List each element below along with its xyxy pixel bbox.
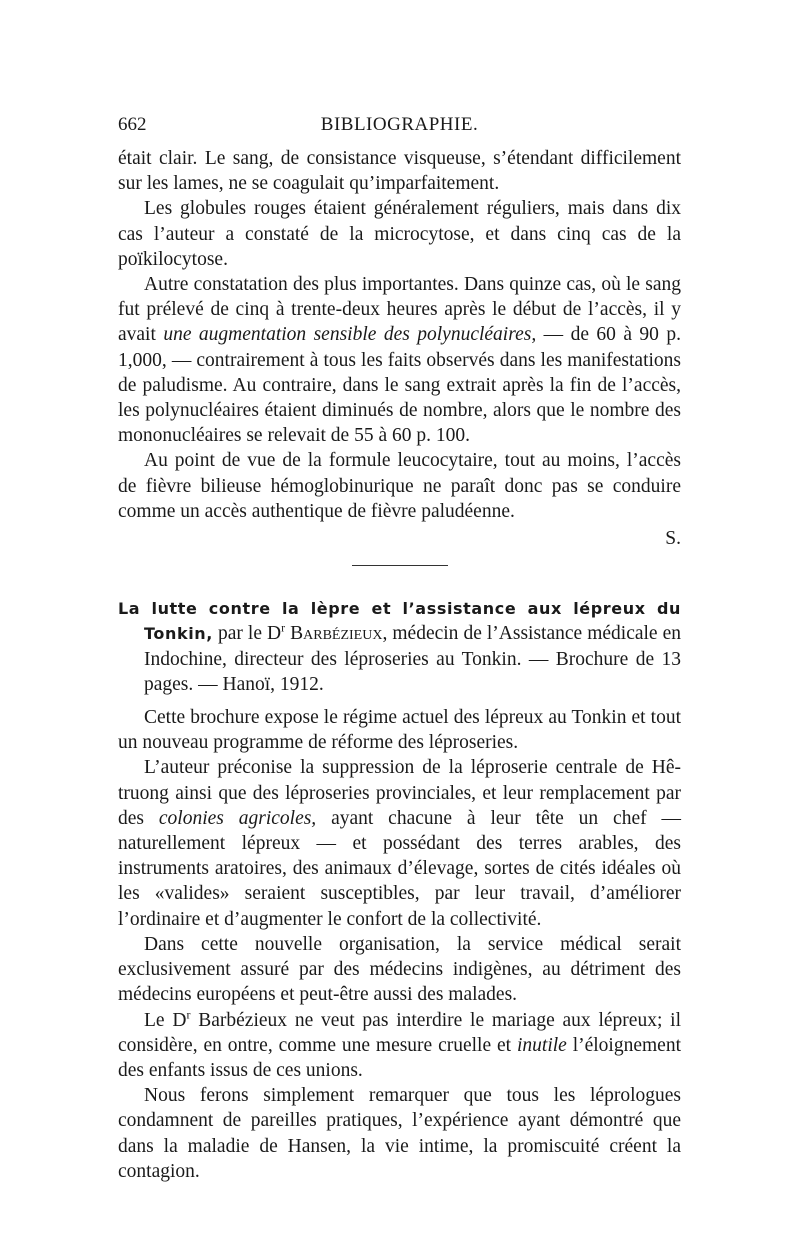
emphasis-text: inutile: [516, 1034, 567, 1056]
text-segment: Le D: [144, 1009, 187, 1031]
paragraph-organisation: Dans cette nouvelle organisation, la service médical serait exclusivement assuré par des médecins indigènes, au détriment des médecins européens et peut-être aussi des malades.: [118, 933, 681, 1006]
paragraph-polynuclear: [118, 272, 681, 448]
entry-author: Barbézieux: [290, 623, 383, 645]
review-article-leprosy: [118, 596, 681, 1184]
paragraph-conclusion: Au point de vue de la formule leucocytaire, tout au moins, l’accès de fièvre bilieuse hémoglobinurique ne paraît donc pas se conduire comme un accès authentique de fièvre paludéenne.: [118, 450, 681, 522]
emphasis-text: une augmentation sensible des polynucléaires,: [163, 324, 537, 346]
text-segment: ayant chacune à leur tête un chef — naturellement lépreux — et possédant des terres arables, des instruments aratoires, des animaux d’élevage, sortes de cités idéales où les «valides» seraient susceptibles, par leur travail, d’améliorer l’ordinaire et d’augmenter le confort de la collectivité.: [118, 807, 681, 930]
running-head: BIBLIOGRAPHIE.: [320, 114, 479, 135]
superscript: r: [281, 620, 286, 635]
superscript: r: [186, 1007, 191, 1021]
emphasis-text: colonies agricoles,: [158, 807, 317, 829]
text-segment: L’auteur préconise la suppression de la léproserie centrale de Hê-truong ainsi que des léproseries provinciales, et leur remplacement par des: [118, 757, 681, 829]
text-segment: — de 60 à 90 p. 1,000, — contrairement à tous les faits observés dans les manifestations de paludisme. Au contraire, dans le sang extrait après la fin de l’accès, les polynucléaires étaient diminués de nombre, alors que le nombre des mononucléaires se relevait de 55 à 60 p. 100.: [118, 324, 681, 447]
section-divider: [352, 565, 448, 566]
page-header: [118, 112, 681, 146]
bibliographic-entry: [118, 596, 681, 697]
paragraph-marriage: [118, 1008, 681, 1084]
paragraph-remark: Nous ferons simplement remarquer que tous les léprologues condamnent de pareilles pratiques, l’expérience ayant démontré que dans la maladie de Hansen, la vie intime, la promiscuité créent la contagion.: [118, 1085, 681, 1182]
continued-paragraph: était clair. Le sang, de consistance visqueuse, s’étendant difficilement sur les lames, ne se coagulait qu’imparfaitement.: [118, 148, 681, 195]
document-page: [118, 112, 681, 1184]
text-segment: l’éloignement des enfants issus de ces unions.: [118, 1034, 681, 1081]
entry-title: La lutte contre la lèpre et l’assistance aux lépreux du Tonkin,: [118, 599, 681, 644]
text-segment: Barbézieux ne veut pas interdire le mariage aux lépreux; il considère, en ontre, comme une mesure cruelle et: [118, 1009, 681, 1056]
paragraph-summary: Cette brochure expose le régime actuel des lépreux au Tonkin et tout un nouveau programme de réforme des léproseries.: [118, 707, 681, 754]
paragraph-proposal: [118, 755, 681, 931]
paragraph-red-globules: Les globules rouges étaient généralement réguliers, mais dans dix cas l’auteur a constaté de la microcytose, et dans cinq cas de la poïkilocytose.: [118, 198, 681, 270]
review-article-fever: [118, 146, 681, 551]
entry-details: , médecin de l’Assistance médicale en Indochine, directeur des léproseries au Tonkin. — Brochure de 13 pages. — Hanoï, 1912.: [144, 623, 682, 695]
text-segment: Autre constatation des plus importantes. Dans quinze cas, où le sang fut prélevé de cinq à trente-deux heures après le début de l’accès, il y avait: [118, 274, 681, 346]
text-segment: par le D: [212, 623, 282, 645]
signature: S.: [665, 528, 681, 550]
page-number: 662: [118, 114, 147, 135]
